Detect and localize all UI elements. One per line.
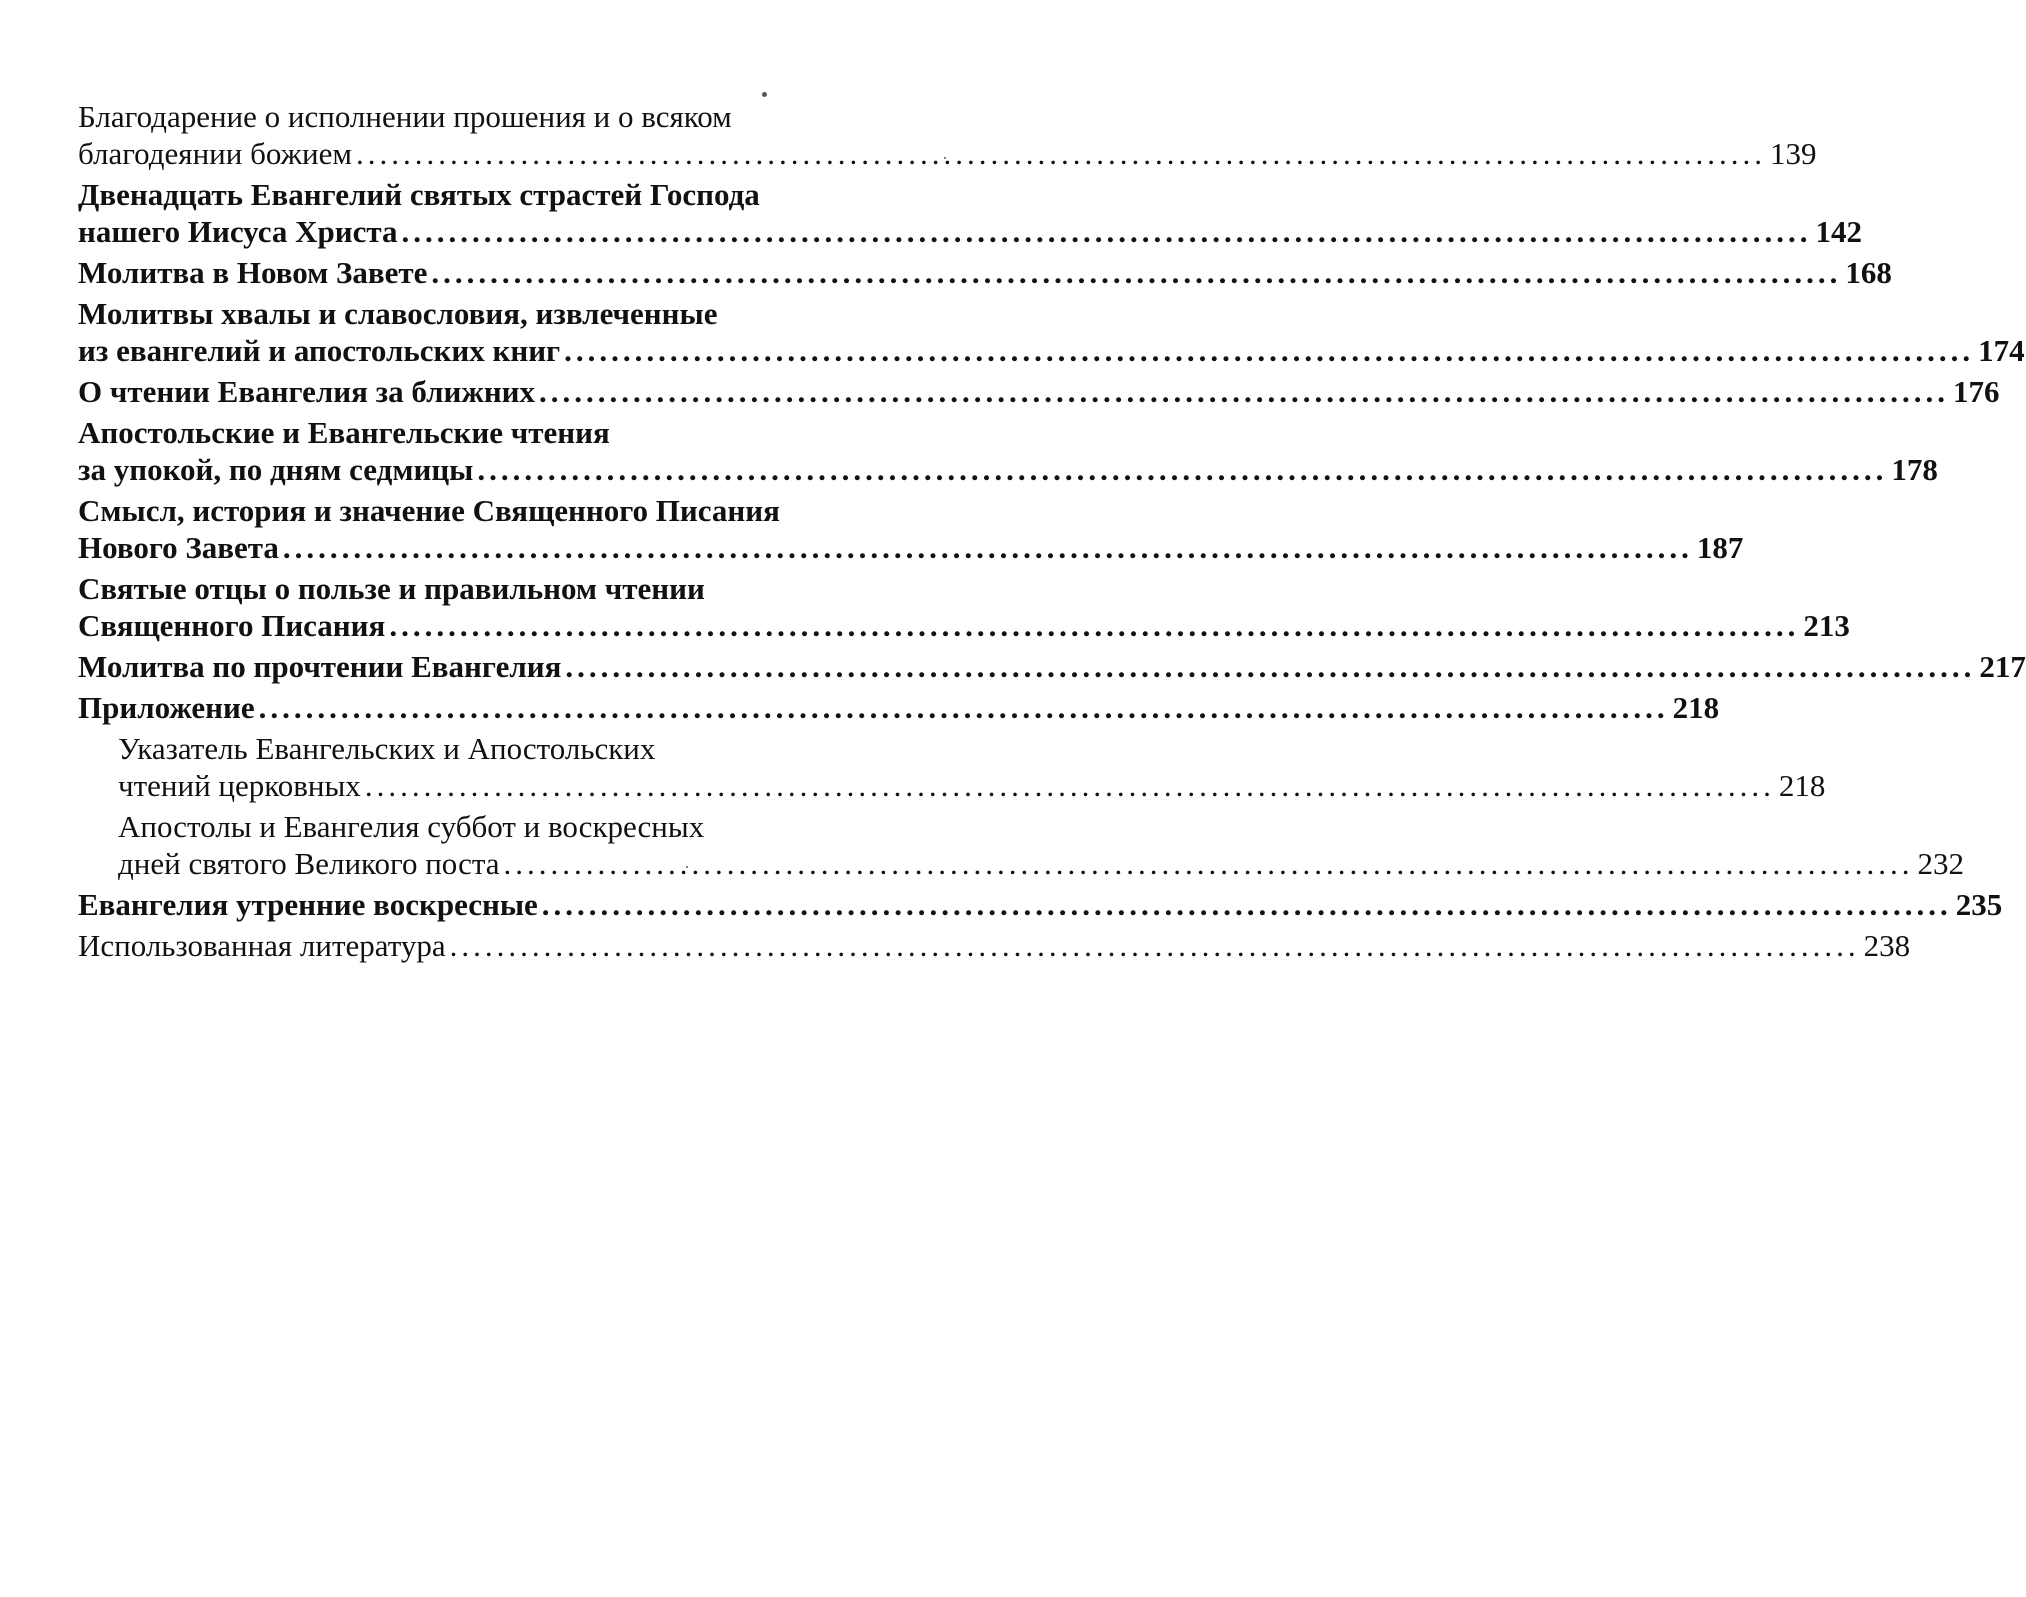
toc-entry-title: нашего Иисуса Христа — [78, 214, 398, 249]
page-number: 218 — [1672, 690, 1720, 725]
page-number: 142 — [1815, 214, 1862, 249]
dot-leader: ........................................................................................................................ — [477, 452, 1888, 487]
toc-entry-last-line — [78, 607, 1850, 644]
toc-entry-title-line: Святые отцы о пользе и правильном чтении — [78, 571, 705, 606]
dot-leader: ........................................................................................................................ — [401, 214, 1812, 249]
dot-leader: ........................................................................................................................ — [431, 255, 1842, 290]
toc-entry-title: О чтении Евангелия за ближних — [78, 374, 536, 409]
toc-entry-last-line — [78, 886, 2003, 923]
page-number: 218 — [1778, 768, 1826, 803]
toc-entry — [78, 648, 2026, 685]
toc-entry-last-line — [78, 648, 2026, 685]
dot-leader: ........................................................................................................................ — [355, 136, 1766, 171]
toc-entry-last-line — [78, 529, 1744, 566]
page-number: 178 — [1891, 452, 1938, 487]
dot-leader: ........................................................................................................................ — [364, 768, 1775, 803]
toc-entry — [78, 808, 1965, 882]
toc-entry-title-line: Указатель Евангельских и Апостольских — [118, 731, 656, 766]
dot-leader: ........................................................................................................................ — [389, 608, 1800, 643]
toc-entry — [78, 886, 2003, 923]
toc-entry-title: Приложение — [78, 690, 255, 725]
page-number: 213 — [1803, 608, 1850, 643]
toc-entry-last-line — [78, 689, 1720, 726]
page-number: 187 — [1696, 530, 1744, 565]
toc-entry-last-line — [78, 135, 1817, 172]
toc-entry — [78, 570, 1850, 644]
dot-leader: ........................................................................................................................ — [282, 530, 1693, 565]
toc-entry-last-line — [78, 927, 1911, 964]
toc-entry-title: дней святого Великого поста — [118, 846, 500, 881]
toc-entry — [78, 373, 2000, 410]
toc-entry-last-line — [118, 845, 1965, 882]
toc-entry — [78, 927, 1911, 964]
toc-entry-title: Молитва в Новом Завете — [78, 255, 428, 290]
toc-entry — [78, 254, 1892, 291]
toc-entry — [78, 492, 1744, 566]
page-number: 217 — [1979, 649, 2026, 684]
dot-leader: ........................................................................................................................ — [503, 846, 1914, 881]
page-number: 235 — [1955, 887, 2003, 922]
page-number: 232 — [1917, 846, 1965, 881]
toc-entry-last-line — [118, 767, 1826, 804]
toc-entry-title: Священного Писания — [78, 608, 386, 643]
toc-entry — [78, 295, 2025, 369]
toc-entry-title-line: Молитвы хвалы и славословия, извлеченные — [78, 296, 718, 331]
dot-leader: ........................................................................................................................ — [449, 928, 1860, 963]
dot-leader: ........................................................................................................................ — [565, 649, 1976, 684]
toc-entry-last-line — [78, 373, 2000, 410]
toc-entry-title-line: Двенадцать Евангелий святых страстей Господа — [78, 177, 760, 212]
page-number: 139 — [1769, 136, 1817, 171]
toc-entry-title: Евангелия утренние воскресные — [78, 887, 538, 922]
toc-entry-title: Использованная литература — [78, 928, 446, 963]
toc-entry-title: из евангелий и апостольских книг — [78, 333, 561, 368]
dot-leader: ........................................................................................................................ — [564, 333, 1975, 368]
table-of-contents — [78, 98, 2026, 968]
toc-entry-last-line — [78, 332, 2025, 369]
toc-entry-last-line — [78, 254, 1892, 291]
toc-entry-title: Молитва по прочтении Евангелия — [78, 649, 562, 684]
toc-entry — [78, 176, 1862, 250]
toc-entry — [78, 98, 1817, 172]
page-number: 238 — [1863, 928, 1911, 963]
toc-entry — [78, 414, 1938, 488]
toc-entry-last-line — [78, 213, 1862, 250]
page-number: 174 — [1978, 333, 2025, 368]
toc-entry-title-line: Смысл, история и значение Священного Писания — [78, 493, 780, 528]
dot-leader: ........................................................................................................................ — [539, 374, 1950, 409]
toc-entry-title: за упокой, по дням седмицы — [78, 452, 474, 487]
print-speck — [762, 92, 767, 97]
toc-entry-title-line: Апостольские и Евангельские чтения — [78, 415, 610, 450]
toc-entry-title-line: Благодарение о исполнении прошения и о всяком — [78, 99, 732, 134]
toc-entry — [78, 689, 1720, 726]
toc-entry-last-line — [78, 451, 1938, 488]
dot-leader: ........................................................................................................................ — [541, 887, 1952, 922]
page-number: 176 — [1953, 374, 2000, 409]
toc-entry-title: чтений церковных — [118, 768, 361, 803]
dot-leader: ........................................................................................................................ — [258, 690, 1669, 725]
toc-entry — [78, 730, 1826, 804]
toc-entry-title: Нового Завета — [78, 530, 279, 565]
page-number: 168 — [1845, 255, 1892, 290]
toc-entry-title-line: Апостолы и Евангелия суббот и воскресных — [118, 809, 705, 844]
toc-entry-title: благодеянии божием — [78, 136, 352, 171]
